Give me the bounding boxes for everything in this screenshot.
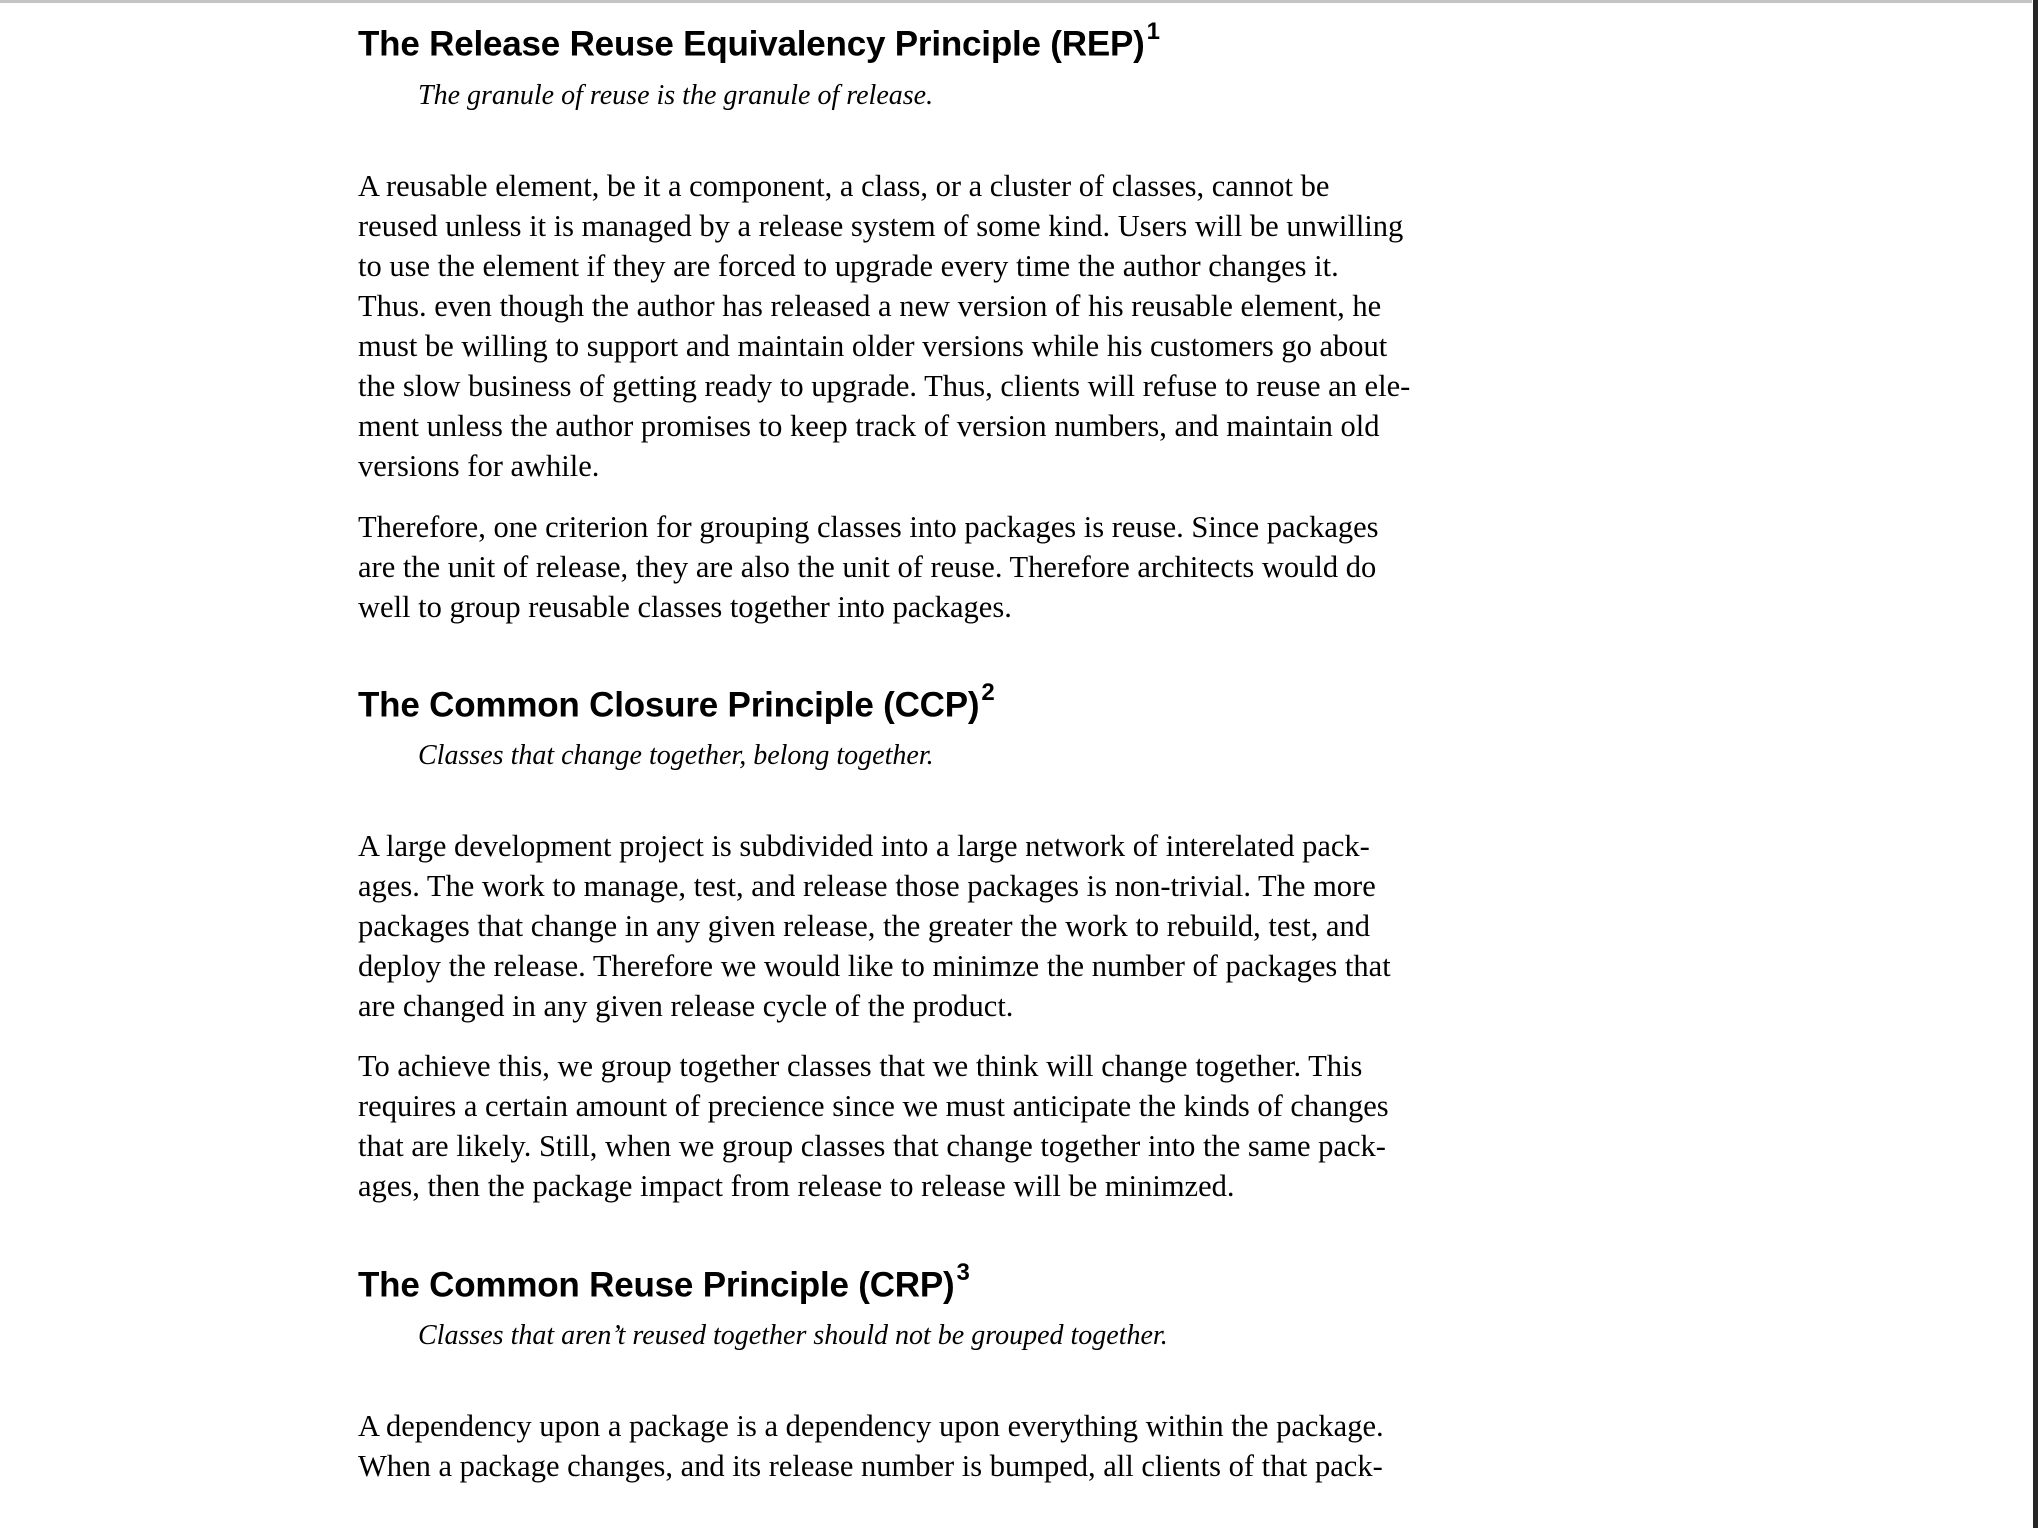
text-line: packages that change in any given release, the greater the work to rebuild, test, and [358, 909, 1371, 943]
section-heading-crp [358, 1259, 970, 1306]
principle-statement-rep: The granule of reuse is the granule of release. [418, 80, 934, 111]
text-line: requires a certain amount of precience since we must anticipate the kinds of changes [358, 1089, 1389, 1123]
text-line: to use the element if they are forced to upgrade every time the author changes it. [358, 249, 1339, 283]
text-line: ages, then the package impact from release to release will be minimzed. [358, 1169, 1235, 1203]
heading-text: The Common Closure Principle (CCP) [358, 685, 980, 725]
heading-text: The Common Reuse Principle (CRP) [358, 1265, 955, 1305]
text-line: A reusable element, be it a component, a class, or a cluster of classes, cannot be [358, 169, 1330, 203]
paragraph [358, 507, 1379, 627]
text-line: deploy the release. Therefore we would like to minimze the number of packages that [358, 949, 1391, 983]
paragraph [358, 1046, 1389, 1206]
section-heading-rep [358, 18, 1160, 65]
text-line: the slow business of getting ready to upgrade. Thus, clients will refuse to reuse an ele- [358, 369, 1411, 403]
footnote-marker[interactable]: 2 [981, 679, 995, 706]
text-line: must be willing to support and maintain older versions while his customers go about [358, 329, 1388, 363]
text-line: To achieve this, we group together classes that we think will change together. This [358, 1049, 1363, 1083]
principle-statement-crp: Classes that aren’t reused together should not be grouped together. [418, 1320, 1168, 1351]
text-line: A large development project is subdivided into a large network of interelated pack- [358, 829, 1370, 863]
text-line: reused unless it is managed by a release system of some kind. Users will be unwilling [358, 209, 1404, 243]
text-line: versions for awhile. [358, 449, 600, 483]
paragraph [358, 1406, 1384, 1486]
text-line: that are likely. Still, when we group classes that change together into the same pack- [358, 1129, 1386, 1163]
section-heading-ccp [358, 679, 995, 726]
footnote-marker[interactable]: 1 [1146, 18, 1160, 45]
principle-statement-ccp: Classes that change together, belong together. [418, 740, 934, 771]
text-line: well to group reusable classes together into packages. [358, 590, 1012, 624]
paragraph [358, 166, 1410, 486]
text-line: are the unit of release, they are also the unit of reuse. Therefore architects would do [358, 550, 1377, 584]
text-line: ages. The work to manage, test, and release those packages is non-trivial. The more [358, 869, 1376, 903]
paragraph [358, 826, 1391, 1026]
text-line: When a package changes, and its release number is bumped, all clients of that pack- [358, 1449, 1383, 1483]
text-line: A dependency upon a package is a dependency upon everything within the package. [358, 1409, 1384, 1443]
window-top-border [0, 0, 2032, 3]
window-right-border [2033, 0, 2038, 1528]
footnote-marker[interactable]: 3 [956, 1259, 970, 1286]
text-line: Therefore, one criterion for grouping classes into packages is reuse. Since packages [358, 510, 1379, 544]
text-line: are changed in any given release cycle of the product. [358, 989, 1014, 1023]
heading-text: The Release Reuse Equivalency Principle (REP) [358, 24, 1145, 64]
text-line: Thus. even though the author has released a new version of his reusable element, he [358, 289, 1382, 323]
text-line: ment unless the author promises to keep track of version numbers, and maintain old [358, 409, 1380, 443]
